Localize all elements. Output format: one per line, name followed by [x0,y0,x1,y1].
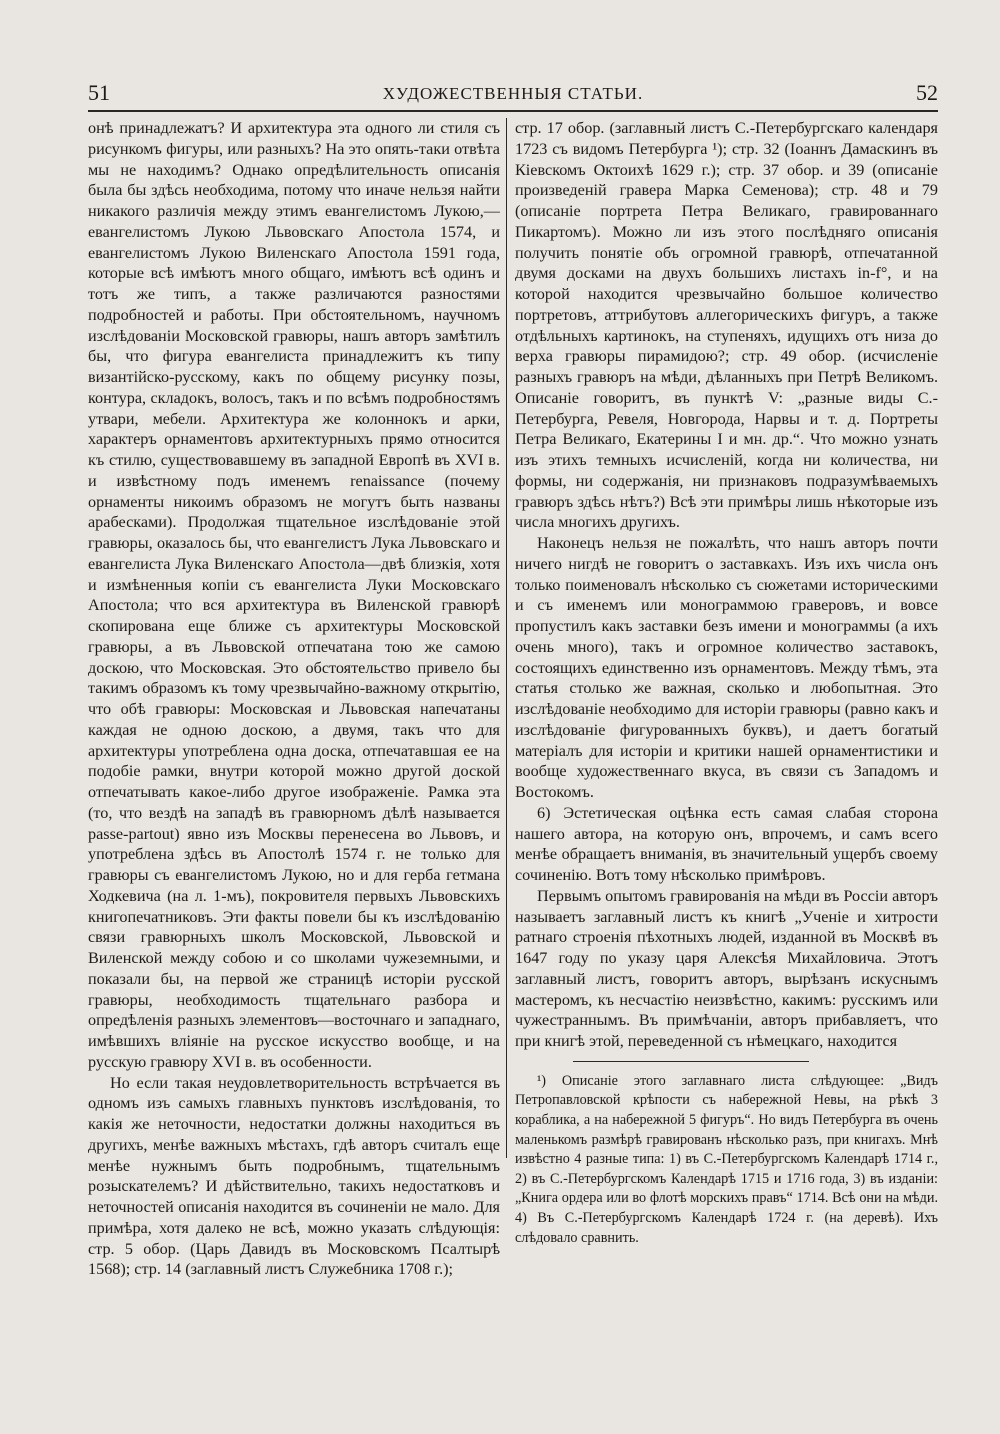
left-column [88,118,500,1398]
paragraph: онѣ принадлежатъ? И архитектура эта одного ли стиля съ рисункомъ фигуры, или разныхъ? На это опять-таки отвѣта мы не находимъ? Однако опредѣлительность описанія была бы здѣсь необходима, потому что иначе нельзя найти никакого различія между этимъ евангелистомъ Лукою,—евангелистомъ Лукою Львовскаго Апостола 1574, и евангелистомъ Лукою Виленскаго Апостола 1591 года, которые всѣ имѣютъ много общаго, имѣютъ всѣ одинъ и тотъ же типъ, а также различаются разностями подробностей и работы. При обстоятельномъ, научномъ изслѣдованіи Московской гравюры, нашъ авторъ замѣтилъ бы, что фигура евангелиста принадлежитъ къ типу византійско-русскому, какъ по общему рисунку позы, контура, складокъ, волосъ, такъ и по всѣмъ подробностямъ утвари, мебели. Архитектура же колоннокъ и арки, характеръ орнаментовъ архитектурныхъ прямо относится къ стилю, существовавшему въ западной Европѣ въ XVI в. и извѣстному подъ именемъ renaissance (почему орнаменты никоимъ образомъ не могутъ быть названы арабесками). Продолжая тщательное изслѣдованіе этой гравюры, оказалось бы, что евангелистъ Лука Львовскаго и евангелиста Лука Виленскаго Апостола—двѣ близкія, хотя и измѣненныя копіи съ евангелиста Луки Московскаго Апостола; что вся архитектура въ Виленской гравюрѣ скопирована еще ближе съ архитектуры Московской гравюры, а въ Львовской отпечатана тою же самою доскою, что Московская. Это обстоятельство привело бы такимъ образомъ къ тому чрезвычайно-важному открытію, что обѣ гравюры: Московская и Львовская напечатаны каждая не одною доскою, а двумя, такъ что для архитектуры употреблена одна доска, отпечатавшая ее на подобіе рамки, внутри которой можно другой доской отпечатывать какое-либо другое изображеніе. Рамка эта (то, что вездѣ на западѣ въ гравюрномъ дѣлѣ называется passe-partout) явно изъ Москвы перенесена во Львовъ, и употреблена здѣсь въ Апостолѣ 1574 г. не только для гравюры съ евангелистомъ Лукою, но и для герба гетмана Ходкевича (на л. 1-мъ), покровителя первыхъ Львовскихъ книгопечатниковъ. Эти факты повели бы къ изслѣдованію связи гравюрныхъ школъ Московской, Львовской и Виленской между собою и со школами чужеземными, и показали бы, на первой же страницѣ исторіи русской гравюры, необходимость тщательнаго разбора и опредѣленія разныхъ элементовъ—восточнаго и западнаго, имѣвшихъ вліяніе на русское искусство вообще, и на русскую гравюру XVI в. въ особенности. [88,119,500,1071]
paragraph: Наконецъ нельзя не пожалѣть, что нашъ авторъ почти ничего нигдѣ не говоритъ о заставкахъ. Изъ ихъ числа онъ только поименовалъ нѣсколько съ сюжетами историческими и съ именемъ или монограммою граверовъ, и вовсе пропустилъ какъ заставки безъ имени и монограммы (а ихъ очень много), такъ и огромное количество заставокъ, состоящихъ единственно изъ орнаментовъ. Между тѣмъ, эта статья столько же важная, сколько и любопытная. Это изслѣдованіе необходимо для исторіи гравюры (равно какъ и изслѣдованіе фигурованныхъ буквъ), и даетъ богатый матеріалъ для исторіи и критики нашей орнаментистики и вообще художественнаго вкуса, въ связи съ Западомъ и Востокомъ. [515,534,938,801]
column-divider [506,118,507,1158]
paragraph: Первымъ опытомъ гравированія на мѣди въ Россіи авторъ называетъ заглавный листъ къ книгѣ „Ученіе и хитрости ратнаго строенія пѣхотныхъ людей, изданной въ Москвѣ въ 1647 году по указу царя Алексѣя Михайловича. Этотъ заглавный листъ, говоритъ авторъ, вырѣзанъ искуснымъ мастеромъ, къ несчастію неизвѣстно, какимъ: русскимъ или чужестраннымъ. Въ примѣчаніи, авторъ прибавляетъ, что при книгѣ этой, переведенной съ нѣмецкаго, находится [515,886,938,1050]
footnote-rule [573,1061,809,1062]
running-title: ХУДОЖЕСТВЕННЫЯ СТАТЬИ. [382,84,644,103]
header-rule [88,110,938,112]
page-number-right: 52 [915,80,938,105]
running-header [88,70,938,106]
right-column [515,118,938,1398]
paragraph: 6) Эстетическая оцѣнка есть самая слабая сторона нашего автора, на которую онъ, впрочемъ, и самъ всего менѣе обращаетъ вниманія, въ значительный ущербъ своему сочиненію. Вотъ тому нѣсколько примѣровъ. [515,803,938,884]
paragraph: стр. 17 обор. (заглавный листъ С.-Петербургскаго календаря 1723 съ видомъ Петербурга ¹); стр. 32 (Іоаннъ Дамаскинъ въ Кіевскомъ Октоихѣ 1629 г.); стр. 37 обор. и 39 (описаніе произведеній гравера Марка Семенова); стр. 48 и 79 (описаніе портрета Петра Великаго, гравированнаго Пикартомъ). Можно ли изъ этого послѣдняго описанія получить понятіе объ огромной гравюрѣ, отпечатанной двумя досками на двухъ большихъ листахъ in-f°, и на которой находится чрезвычайно большое количество портретовъ, аттрибутовъ аллегорическихъ фигуръ, а также отдѣльныхъ картинокъ, на ступеняхъ, идущихъ отъ низа до верха гравюры пирамидою?; стр. 49 обор. (исчисленіе разныхъ гравюръ на мѣди, дѣланныхъ при Петрѣ Великомъ. Описаніе говоритъ, въ пунктѣ V: „разные виды С.-Петербурга, Ревеля, Новгорода, Нарвы и т. д. Портреты Петра Великаго, Екатерины I и мн. др.“. Что можно узнать изъ этихъ темныхъ исчисленій, когда ни количества, ни формы, ни содержанія, ни признаковъ подразумѣваемыхъ гравюръ здѣсь нѣтъ?) Всѣ эти примѣры лишь нѣкоторые изъ числа многихъ другихъ. [515,119,938,532]
footnote: ¹) Описаніе этого заглавнаго листа слѣдующее: „Видъ Петропавловской крѣпости съ набережной Невы, на рѣкѣ 3 кораблика, а на набережной 5 фигуръ“. Но видъ Петербурга въ очень маленькомъ размѣрѣ гравированъ нѣсколько разъ, при книгахъ. Мнѣ извѣстно 4 разные типа: 1) въ С.-Петербургскомъ Календарѣ 1714 г., 2) въ С.-Петербургскомъ Календарѣ 1715 и 1716 года, 3) въ изданіи: „Книга ордера или во флотѣ морскихъ правъ“ 1714. Всѣ они на мѣди. 4) Въ С.-Петербургскомъ Календарѣ 1724 г. (на деревѣ). Ихъ слѣдовало сравнить. [515,1072,938,1246]
paragraph: Но если такая неудовлетворительность встрѣчается въ одномъ изъ самыхъ главныхъ пунктовъ изслѣдованія, то какія же неточности, недостатки должны находиться въ другихъ, менѣе важныхъ мѣстахъ, гдѣ авторъ считалъ еще менѣе нужнымъ быть подробнымъ, тщательнымъ розыскателемъ? И дѣйствительно, такихъ недостатковъ и неточностей описанія находится въ сочиненіи не мало. Для примѣра, хотя далеко не всѣ, можно указать слѣдующія: стр. 5 обор. (Царь Давидъ въ Московскомъ Псалтырѣ 1568); стр. 14 (заглавный листъ Служебника 1708 г.); [88,1073,500,1279]
page-number-left: 51 [88,80,110,105]
